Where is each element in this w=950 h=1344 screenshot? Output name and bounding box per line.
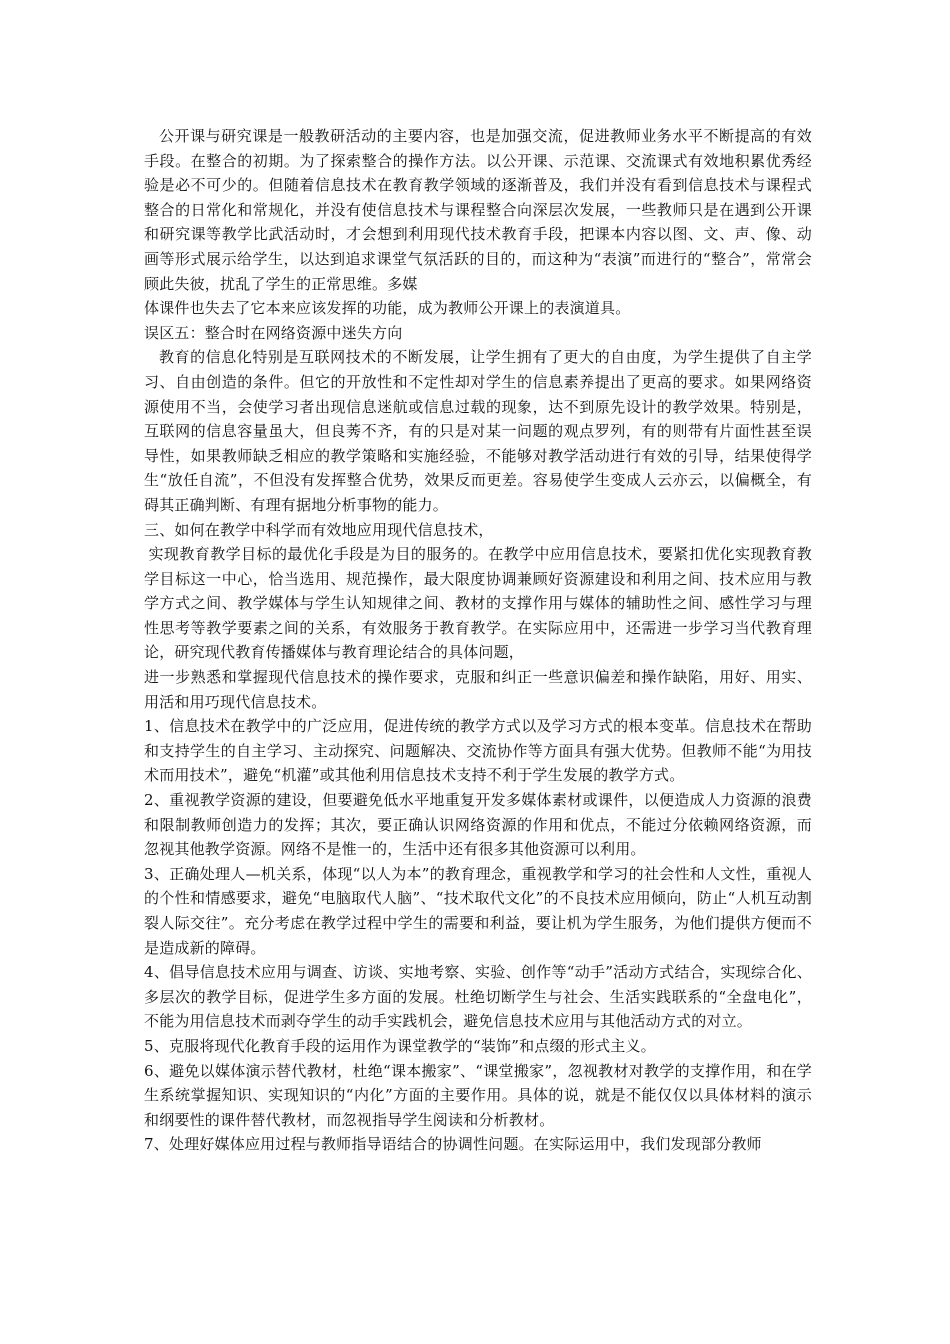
heading-mistake-five: 误区五：整合时在网络资源中迷失方向 xyxy=(144,323,403,342)
list-item-2: 2、重视教学资源的建设，但要避免低水平地重复开发多媒体素材或课件，以便造成人力资源的浪费和限制教师创造力的发挥；其次，要正确认识网络资源的作用和优点，不能过分依赖网络资源，而忽视其他教学资源。网络不是惟一的，生活中还有很多其他资源可以利用。 xyxy=(144,791,812,859)
list-item-6: 6、避免以媒体演示替代教材，杜绝“课本搬家”、“课堂搬家”，忽视教材对教学的支撑作用，和在学生系统掌握知识、实现知识的“内化”方面的主要作用。具体的说，就是不能仅仅以具体材料的演示和纲要性的课件替代教材，而忽视指导学生阅读和分析教材。 xyxy=(144,1061,812,1129)
list-item-5: 5、克服将现代化教育手段的运用作为课堂教学的“装饰”和点缀的形式主义。 xyxy=(144,1036,656,1055)
paragraph-open-class-cont: 体课件也失去了它本来应该发挥的功能，成为教师公开课上的表演道具。 xyxy=(144,299,631,318)
heading-section-three: 三、如何在教学中科学而有效地应用现代信息技术， xyxy=(144,520,494,539)
paragraph-optimization-cont: 进一步熟悉和掌握现代信息技术的操作要求，克服和纠正一些意识偏差和操作缺陷，用好、用实、用活和用巧现代信息技术。 xyxy=(144,668,812,711)
list-item-1: 1、信息技术在教学中的广泛应用，促进传统的教学方式以及学习方式的根本变革。信息技术在帮助和支持学生的自主学习、主动探究、问题解决、交流协作等方面具有强大优势。但教师不能“为用技术而用技术”，避免“机灌”或其他利用信息技术支持不利于学生发展的教学方式。 xyxy=(144,717,812,785)
paragraph-network-resources: 教育的信息化特别是互联网技术的不断发展，让学生拥有了更大的自由度，为学生提供了自主学习、自由创造的条件。但它的开放性和不定性却对学生的信息素养提出了更高的要求。如果网络资源使用不当，会使学习者出现信息迷航或信息过载的现象，达不到原先设计的教学效果。特别是，互联网的信息容量虽大，但良莠不齐，有的只是对某一问题的观点罗列，有的则带有片面性甚至误导性，如果教师缺乏相应的教学策略和实施经验，不能够对教学活动进行有效的引导，结果使得学生“放任自流”，不但没有发挥整合优势，效果反而更差。容易使学生变成人云亦云，以偏概全，有碍其正确判断、有理有据地分析事物的能力。 xyxy=(144,348,812,514)
document-body xyxy=(144,124,812,1157)
list-item-3: 3、正确处理人—机关系，体现“以人为本”的教育理念，重视教学和学习的社会性和人文性，重视人的个性和情感要求，避免“电脑取代人脑”、“技术取代文化”的不良技术应用倾向，防止“人机互动割裂人际交往”。充分考虑在教学过程中学生的需要和利益，要让机为学生服务，为他们提供方便而不是造成新的障碍。 xyxy=(144,864,812,957)
paragraph-optimization: 实现教育教学目标的最优化手段是为目的服务的。在教学中应用信息技术，要紧扣优化实现教育教学目标这一中心，恰当选用、规范操作，最大限度协调兼顾好资源建设和利用之间、技术应用与教学方式之间、教学媒体与学生认知规律之间、教材的支撑作用与媒体的辅助性之间、感性学习与理性思考等教学要素之间的关系，有效服务于教育教学。在实际应用中，还需进一步学习当代教育理论，研究现代教育传播媒体与教育理论结合的具体问题， xyxy=(144,545,812,662)
list-item-4: 4、倡导信息技术应用与调查、访谈、实地考察、实验、创作等“动手”活动方式结合，实现综合化、多层次的教学目标，促进学生多方面的发展。杜绝切断学生与社会、生活实践联系的“全盘电化”，不能为用信息技术而剥夺学生的动手实践机会，避免信息技术应用与其他活动方式的对立。 xyxy=(144,963,812,1031)
list-item-7: 7、处理好媒体应用过程与教师指导语结合的协调性问题。在实际运用中，我们发现部分教师 xyxy=(144,1135,762,1154)
paragraph-open-class: 公开课与研究课是一般教研活动的主要内容，也是加强交流，促进教师业务水平不断提高的有效手段。在整合的初期。为了探索整合的操作方法。以公开课、示范课、交流课式有效地积累优秀经验是必不可少的。但随着信息技术在教育教学领域的逐渐普及，我们并没有看到信息技术与课程式整合的日常化和常规化，并没有使信息技术与课程整合向深层次发展，一些教师只是在遇到公开课和研究课等教学比武活动时，才会想到利用现代技术教育手段，把课本内容以图、文、声、像、动画等形式展示给学生，以达到追求课堂气氛活跃的目的，而这种为“表演”而进行的“整合”，常常会顾此失彼，扰乱了学生的正常思维。多媒 xyxy=(144,127,812,293)
